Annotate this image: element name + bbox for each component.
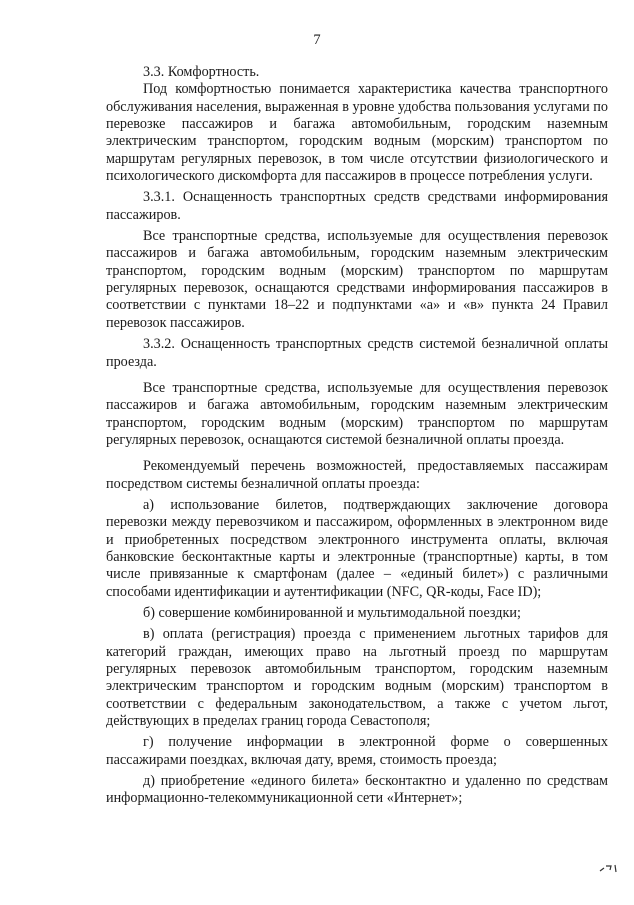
document-body (106, 64, 608, 808)
paragraph-comfort-definition: Под комфортностью понимается характеристика качества транспортного обслуживания населения, выраженная в уровне удобства пользования услугами по перевозке пассажиров и багажа автомобильным, городским наземным электрическим транспортом, городским водным (морским) транспортом по маршрутам регулярных перевозок, в том числе отсутствии физиологического и психологического дискомфорта для пассажиров в процессе потребления услуги. (106, 81, 608, 185)
paragraph-cashless-equipment: Все транспортные средства, используемые для осуществления перевозок пассажиров и багажа автомобильным, городским наземным электрическим транспортом, городским водным (морским) транспортом по маршрутам регулярных перевозок, оснащаются системой безналичной оплаты проезда. (106, 379, 608, 448)
scan-artifact-mark (598, 862, 620, 874)
page-number: 7 (313, 32, 321, 48)
list-item-d: д) приобретение «единого билета» бесконтактно и удаленно по средствам информационно-телекоммуникационной сети «Интернет»; (106, 773, 608, 807)
paragraph-information-equipment: Все транспортные средства, используемые для осуществления перевозок пассажиров и багажа автомобильным, городским наземным электрическим транспортом, городским водным (морским) транспортом по маршрутам регулярных перевозок, оснащаются средствами информирования пассажиров в соответствии с пунктами 18–22 и подпунктами «а» и «в» пункта 24 Правил перевозок пассажиров. (106, 228, 608, 331)
list-item-v: в) оплата (регистрация) проезда с применением льготных тарифов для категорий граждан, имеющих право на льготный проезд по маршрутам регулярных перевозок автомобильным транспортом, городским наземным электрическим транспортом и городским водным (морским) транспортом в соответствии с федеральным законодательством, а также с учетом льгот, действующих в пределах границ города Севастополя; (106, 626, 608, 730)
subsection-heading-3-3-2: 3.3.2. Оснащенность транспортных средств системой безналичной оплаты проезда. (106, 336, 608, 370)
list-item-b: б) совершение комбинированной и мультимодальной поездки; (143, 604, 521, 621)
subsection-heading-3-3-1: 3.3.1. Оснащенность транспортных средств средствами информирования пассажиров. (106, 189, 608, 223)
section-heading: 3.3. Комфортность. (143, 64, 260, 80)
paragraph-recommended-list: Рекомендуемый перечень возможностей, предоставляемых пассажирам посредством системы безналичной оплаты проезда: (106, 458, 608, 492)
list-item-g: г) получение информации в электронной форме о совершенных пассажирами поездках, включая дату, время, стоимость проезда; (106, 734, 608, 768)
list-item-a: а) использование билетов, подтверждающих заключение договора перевозки между перевозчиком и пассажиром, оформленных в электронном виде и приобретенных посредством электронного инструмента оплаты, включая банковские бесконтактные карты и электронные (транспортные) карты, в том числе привязанные к смартфонам (далее – «единый билет») с различными способами идентификации и аутентификации (NFC, QR-коды, Face ID); (106, 496, 608, 600)
